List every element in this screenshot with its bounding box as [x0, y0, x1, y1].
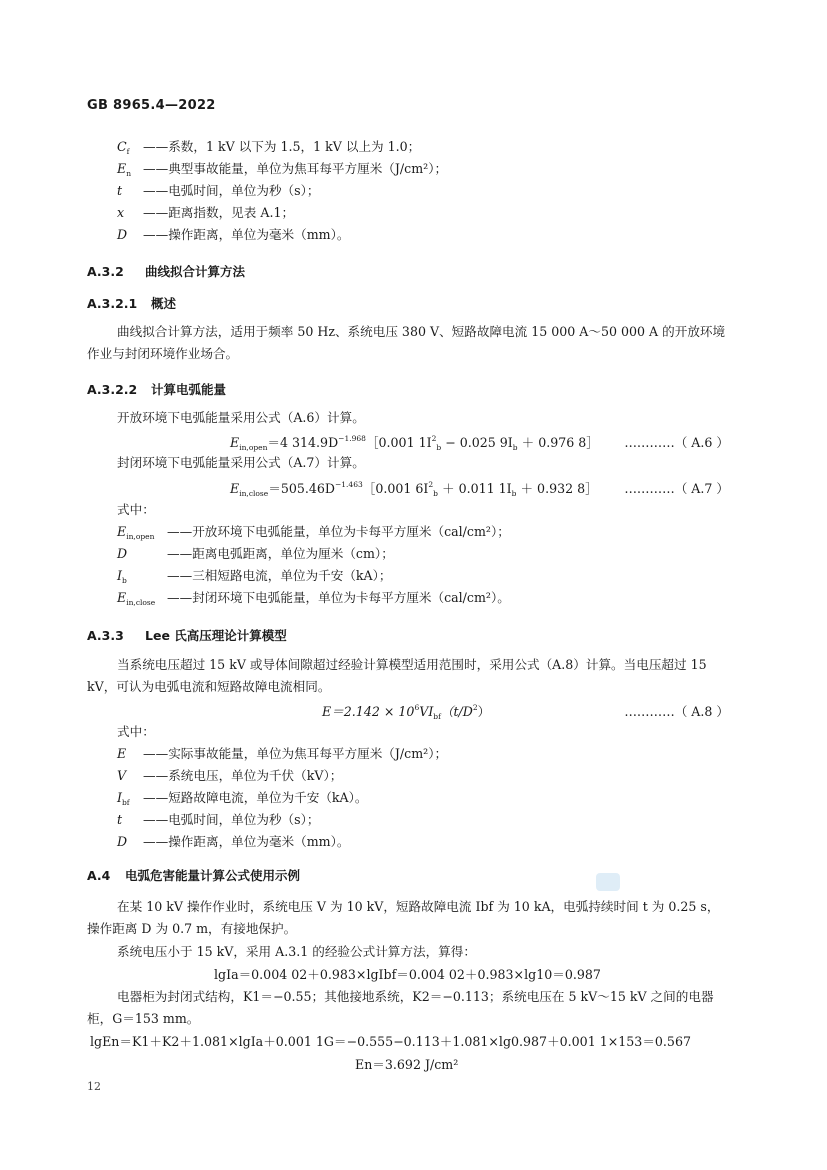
- def-item: E ——实际事故能量，单位为焦耳每平方厘米（J/cm²）；: [117, 746, 448, 761]
- subsection-heading: A.3.2.1 概述: [87, 296, 177, 311]
- def-item: t ——电弧时间，单位为秒（s）；: [117, 183, 320, 198]
- calculation-1: lgIa＝0.004 02＋0.983×lgIbf＝0.004 02＋0.983×lg10＝0.987: [214, 967, 601, 982]
- def-item: D ——距离电弧距离，单位为厘米（cm）；: [117, 546, 394, 561]
- def-item: $E_{in,close}$ ——封闭环境下电弧能量，单位为卡每平方厘米（cal/cm²）。: [117, 590, 510, 607]
- paragraph-example: 系统电压小于 15 kV，采用 A.3.1 的经验公式计算方法，算得：: [117, 944, 476, 959]
- where-label: 式中：: [117, 502, 155, 517]
- def-item: $E_n$ ——典型事故能量，单位为焦耳每平方厘米（J/cm²）；: [117, 161, 447, 182]
- formula-number: …………（ A.8 ）: [624, 704, 729, 719]
- def-symbol: $E_n$: [117, 161, 132, 178]
- section-heading: A.3.2 曲线拟合计算方法: [87, 264, 246, 279]
- def-item: $E_{in,open}$ ——开放环境下电弧能量，单位为卡每平方厘米（cal/cm²）；: [117, 524, 510, 541]
- def-item: $I_{bf}$ ——短路故障电流，单位为千安（kA）。: [117, 790, 368, 807]
- calculation-2: lgEn＝K1＋K2＋1.081×lgIa＋0.001 1G＝−0.555−0.113＋1.081×lg0.987＋0.001 1×153＝0.567: [90, 1034, 691, 1049]
- def-item: $C_f$ ——系数，1 kV 以下为 1.5，1 kV 以上为 1.0；: [117, 139, 420, 160]
- def-symbol: $C_f$: [117, 139, 130, 156]
- calculation-3: En＝3.692 J/cm²: [355, 1057, 459, 1072]
- formula-number: …………（ A.7 ）: [624, 481, 729, 496]
- standard-header: GB 8965.4—2022: [87, 98, 216, 113]
- page-number: 12: [87, 1080, 101, 1093]
- paragraph-example: 电器柜为封闭式结构，K1＝−0.55；其他接地系统，K2＝−0.113；系统电压在 5 kV～15 kV 之间的电器柜，G＝153 mm。: [87, 989, 714, 1026]
- def-item: D ——操作距离，单位为毫米（mm）。: [117, 834, 350, 849]
- paragraph-overview: 曲线拟合计算方法，适用于频率 50 Hz、系统电压 380 V、短路故障电流 15 000 A～50 000 A 的开放环境作业与封闭环境作业场合。: [87, 324, 726, 361]
- formula-number: …………（ A.6 ）: [624, 435, 729, 450]
- where-label: 式中：: [117, 724, 155, 739]
- def-item: D ——操作距离，单位为毫米（mm）。: [117, 227, 350, 242]
- paragraph-lee: 当系统电压超过 15 kV 或导体间隙超过经验计算模型适用范围时，采用公式（A.8）计算。当电压超过 15 kV，可认为电弧电流和短路故障电流相同。: [87, 657, 707, 694]
- formula-intro: 开放环境下电弧能量采用公式（A.6）计算。: [117, 410, 365, 425]
- def-item: $I_b$ ——三相短路电流，单位为千安（kA）；: [117, 568, 392, 585]
- subsection-heading: A.3.2.2 计算电弧能量: [87, 382, 227, 397]
- formula-a7: $E_{in,close}=505.46D^{-1.463}[0.001$ $6I^2_b + 0.011$ $1I_b + 0.932$ 8］: [230, 480, 598, 498]
- formula-a8: $E=2.142 \times 10^6VI_{bf}(t/D^2)$: [322, 703, 491, 721]
- paragraph-example: 在某 10 kV 操作作业时，系统电压 V 为 10 kV，短路故障电流 Ibf 为 10 kA，电弧持续时间 t 为 0.25 s，操作距离 D 为 0.7 m，有接地保护。: [87, 899, 720, 936]
- def-item: V ——系统电压，单位为千伏（kV）；: [117, 768, 343, 783]
- def-item: x ——距离指数，见表 A.1；: [117, 205, 295, 220]
- def-item: t ——电弧时间，单位为秒（s）；: [117, 812, 320, 827]
- section-heading: A.4 电弧危害能量计算公式使用示例: [87, 868, 301, 883]
- formula-intro: 封闭环境下电弧能量采用公式（A.7）计算。: [117, 455, 365, 470]
- watermark-stamp: [596, 873, 620, 891]
- section-heading: A.3.3 Lee 氏高压理论计算模型: [87, 628, 287, 643]
- formula-a6: $E_{in,open}=4$ $314.9D^{-1.968}[0.001$ $1I^2_b - 0.025$ $9I_b + 0.976$ 8］: [230, 434, 599, 452]
